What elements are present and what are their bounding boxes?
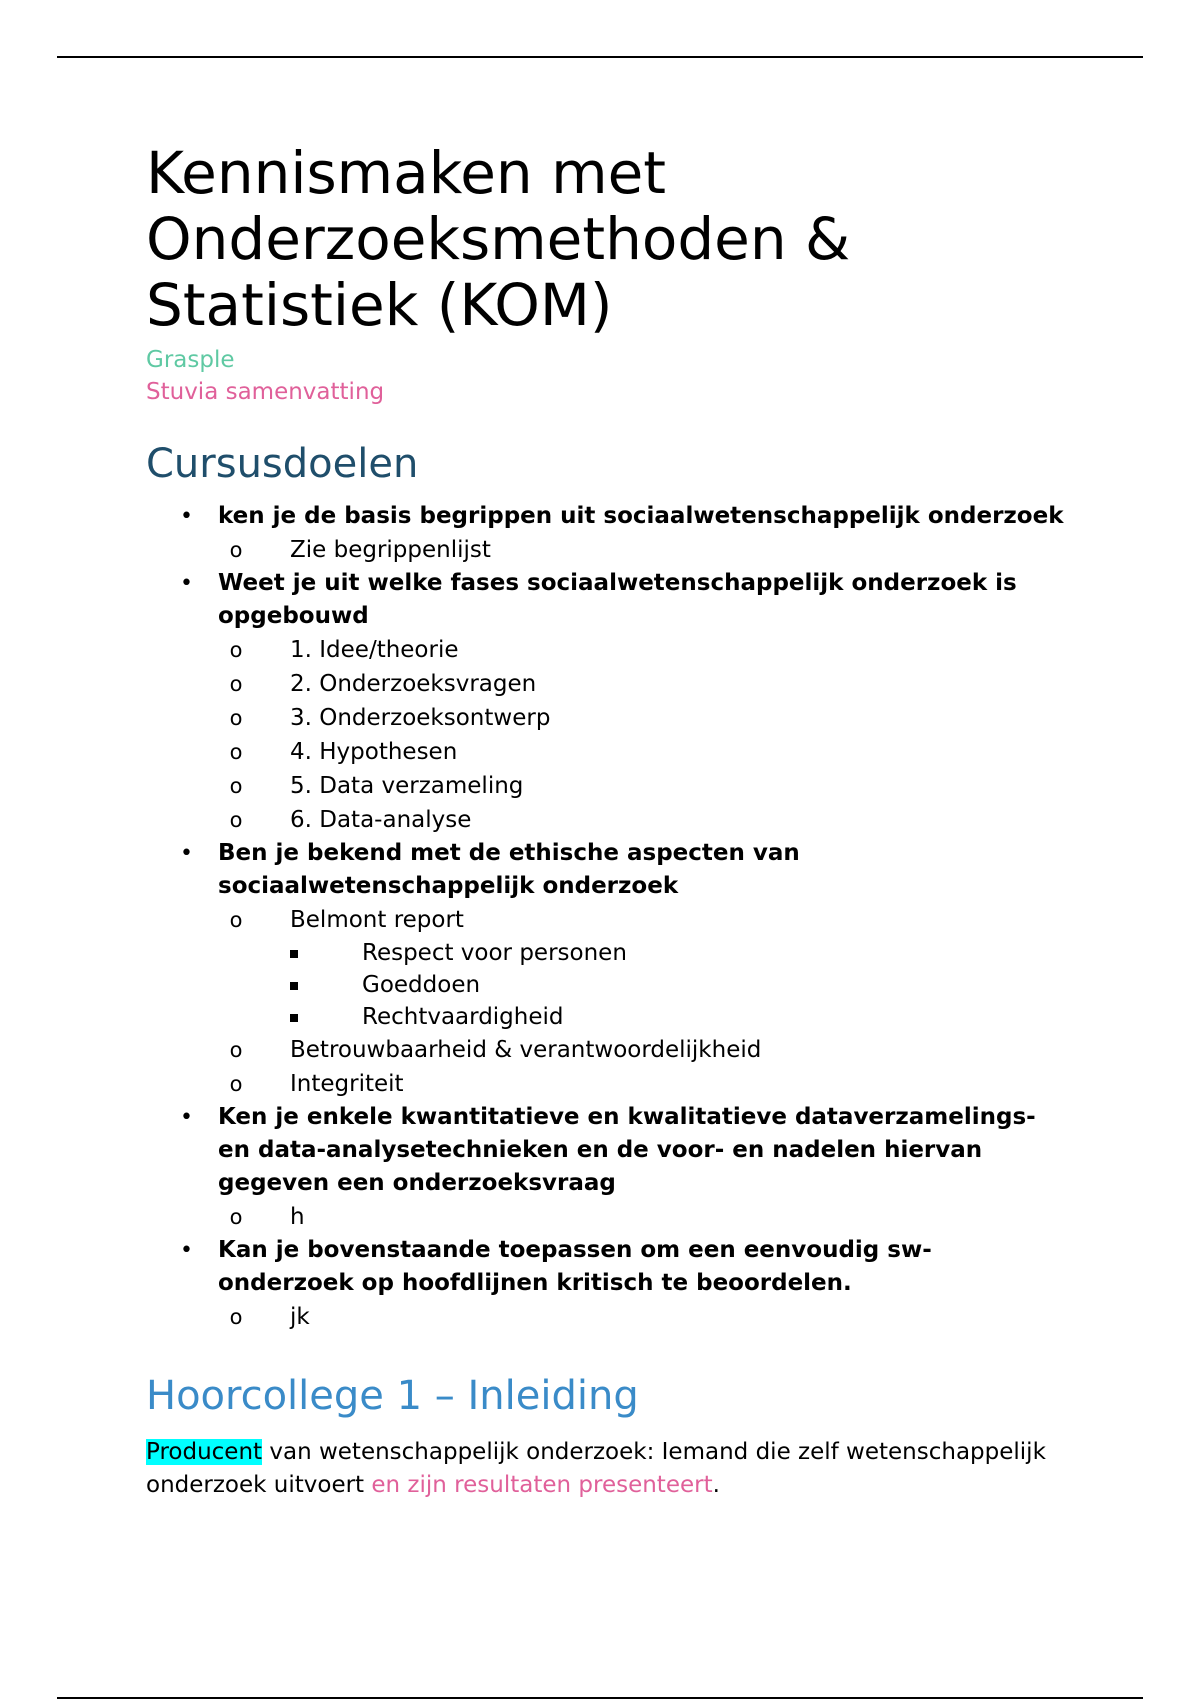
square-bullet-icon — [290, 982, 298, 990]
sub-item-text: 5. Data verzameling — [290, 773, 524, 799]
goal-item — [146, 1101, 1066, 1234]
sub-item-text: Integriteit — [290, 1071, 404, 1097]
sub-item — [218, 803, 1066, 837]
goal-sublist — [218, 1200, 1066, 1234]
pink-text: en zijn resultaten presenteert — [371, 1472, 713, 1498]
sub-sub-item-text: Respect voor personen — [362, 940, 627, 966]
sub-item — [218, 1200, 1066, 1234]
circle-bullet-icon: o — [229, 1205, 243, 1229]
goal-text: Kan je bovenstaande toepassen om een eenvoudig sw-onderzoek op hoofdlijnen kritisch te beoordelen. — [218, 1237, 932, 1296]
sub-item-text: 1. Idee/theorie — [290, 637, 459, 663]
square-bullet-icon — [290, 950, 298, 958]
sub-sub-item — [218, 937, 1066, 969]
lecture-heading: Hoorcollege 1 – Inleiding — [146, 1373, 639, 1419]
sub-item — [218, 1033, 1066, 1067]
sub-item — [218, 735, 1066, 769]
square-bullet-icon — [290, 1014, 298, 1022]
sub-item-text: 3. Onderzoeksontwerp — [290, 705, 551, 731]
goals-heading: Cursusdoelen — [146, 441, 419, 487]
circle-bullet-icon: o — [229, 1072, 243, 1096]
goal-sublist — [218, 533, 1066, 567]
goal-item — [146, 500, 1066, 567]
goal-sublist — [218, 903, 1066, 1101]
goal-item — [146, 1234, 1066, 1334]
sub-sub-item — [218, 969, 1066, 1001]
highlighted-term: Producent — [146, 1439, 263, 1465]
goal-text: Ben je bekend met de ethische aspecten van sociaalwetenschappelijk onderzoek — [218, 840, 800, 899]
goal-sublist — [218, 1300, 1066, 1334]
document-page — [146, 140, 1066, 1525]
sub-item-text: Betrouwbaarheid & verantwoordelijkheid — [290, 1037, 762, 1063]
sub-item-text: Zie begrippenlijst — [290, 537, 491, 563]
sub-item-text: 2. Onderzoeksvragen — [290, 671, 537, 697]
sub-item — [218, 667, 1066, 701]
document-title: Kennismaken met Onderzoeksmethoden & Statistiek (KOM) — [146, 139, 851, 339]
bullet-icon: • — [180, 841, 193, 866]
bullet-icon: • — [180, 504, 193, 529]
circle-bullet-icon: o — [229, 740, 243, 764]
sub-sub-item-text: Goeddoen — [362, 972, 481, 998]
grasple-link[interactable]: Grasple — [146, 347, 235, 373]
sub-item — [218, 533, 1066, 567]
circle-bullet-icon: o — [229, 706, 243, 730]
sub-item — [218, 1300, 1066, 1334]
stuvia-link[interactable]: Stuvia samenvatting — [146, 379, 385, 405]
goal-item — [146, 567, 1066, 837]
circle-bullet-icon: o — [229, 638, 243, 662]
circle-bullet-icon: o — [229, 538, 243, 562]
sub-item — [218, 633, 1066, 667]
goal-sublist — [218, 633, 1066, 837]
circle-bullet-icon: o — [229, 774, 243, 798]
footer-rule — [57, 1697, 1143, 1699]
circle-bullet-icon: o — [229, 908, 243, 932]
goals-list — [146, 500, 1066, 1334]
sub-item-text: Belmont report — [290, 907, 464, 933]
sub-item-text: h — [290, 1204, 305, 1230]
goal-item — [146, 837, 1066, 1101]
sub-item — [218, 903, 1066, 937]
paragraph-text: van wetenschappelijk onderzoek: Iemand die zelf wetenschappelijk onderzoek uitvoert — [146, 1439, 1046, 1498]
sub-item — [218, 701, 1066, 735]
sub-item — [218, 1067, 1066, 1101]
sub-item-text: 6. Data-analyse — [290, 807, 472, 833]
sub-item-text: 4. Hypothesen — [290, 739, 458, 765]
goal-text: Weet je uit welke fases sociaalwetenschappelijk onderzoek is opgebouwd — [218, 570, 1017, 629]
bullet-icon: • — [180, 1238, 193, 1263]
goal-text: ken je de basis begrippen uit sociaalwetenschappelijk onderzoek — [218, 503, 1064, 529]
circle-bullet-icon: o — [229, 808, 243, 832]
goal-text: Ken je enkele kwantitatieve en kwalitatieve dataverzamelings- en data-analysetechnieken en de voor- en nadelen hiervan gegeven een onderzoeksvraag — [218, 1104, 1036, 1196]
paragraph-end: . — [712, 1472, 720, 1498]
circle-bullet-icon: o — [229, 1038, 243, 1062]
circle-bullet-icon: o — [229, 1305, 243, 1329]
sub-sub-item — [218, 1001, 1066, 1033]
circle-bullet-icon: o — [229, 672, 243, 696]
sub-item — [218, 769, 1066, 803]
bullet-icon: • — [180, 1105, 193, 1130]
header-rule — [57, 56, 1143, 58]
sub-item-text: jk — [290, 1304, 310, 1330]
bullet-icon: • — [180, 571, 193, 596]
sub-sub-item-text: Rechtvaardigheid — [362, 1004, 564, 1030]
intro-paragraph — [146, 1436, 1066, 1502]
